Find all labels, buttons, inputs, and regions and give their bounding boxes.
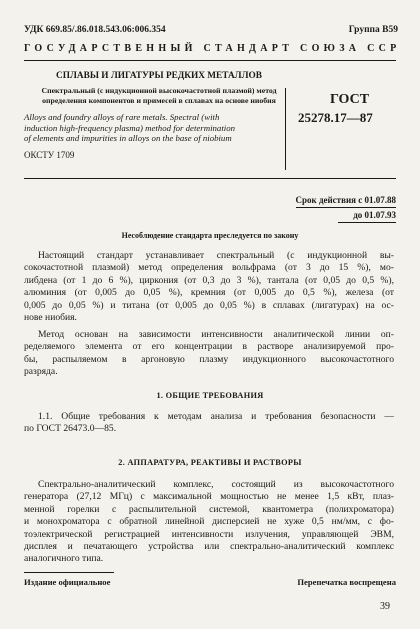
text-line: нове ниобия. xyxy=(24,312,77,324)
text-line: разряда. xyxy=(24,366,58,378)
text-line: генератора (27,12 МГц) с максимальной мощностью не менее 1,5 кВт, плаз- xyxy=(24,491,394,503)
udk-code: УДК 669.85/.86.018.543.06:006.354 xyxy=(24,25,166,35)
title-rule xyxy=(24,178,396,179)
text-line: менной горелки с распылительной системой, квантометра (полихроматора) xyxy=(24,503,394,515)
text-line: дисплея и печатающего устройства или спектрально-аналитический комплекс xyxy=(24,541,394,553)
text-line: тоэлектрической регистрацией интенсивности излучения, управляющей ЭВМ, xyxy=(24,528,394,540)
text-line: Спектрально-аналитический комплекс, состоящий из высокочастотного xyxy=(38,479,394,490)
validity-start: Срок действия с 01.07.88 xyxy=(296,193,397,208)
english-title-line: Alloys and foundry alloys of rare metals. Spectral (with xyxy=(24,112,220,122)
intro-paragraph xyxy=(24,250,394,324)
text-line: по ГОСТ 26473.0—85. xyxy=(24,423,117,435)
section-2-title: 2. АППАРАТУРА, РЕАКТИВЫ И РАСТВОРЫ xyxy=(118,458,302,467)
group-code: Группа В59 xyxy=(348,25,398,35)
english-title xyxy=(24,112,294,144)
english-title-line: induction high-frequency plasma) method for determination xyxy=(24,122,236,133)
text-line: аналогичного типа. xyxy=(24,553,104,565)
section-1-title: 1. ОБЩИЕ ТРЕБОВАНИЯ xyxy=(156,391,264,400)
official-edition: Издание официальное xyxy=(24,577,111,587)
gov-standard-heading: ГОСУДАРСТВЕННЫЙ СТАНДАРТ СОЮЗА ССР xyxy=(24,43,401,54)
text-line: 1.1. Общие требования к методам анализа и требования безопасности — xyxy=(38,411,394,422)
page-number: 39 xyxy=(380,601,390,612)
gost-label: ГОСТ xyxy=(330,92,370,107)
english-title-line: of elements and impurities in alloys on the base of niobium xyxy=(24,133,232,143)
text-line: Настоящий стандарт устанавливает спектральный (с индукционной вы- xyxy=(38,250,394,261)
text-line: сокочастотной плазмой) метод определения вольфрама (от 3 до 15 %), мо- xyxy=(24,262,394,274)
validity-period xyxy=(296,193,397,223)
section-1-text xyxy=(24,411,394,436)
footer-rule xyxy=(24,572,114,573)
text-line: алюминия (от 0,005 до 0,05 %), кремния (от 0,005 до 0,5 %), железа (от xyxy=(24,287,394,299)
header-rule xyxy=(24,60,396,61)
text-line: бы, распыляемом в аргоновую плазму индукционного высокочастотного xyxy=(24,353,394,365)
method-paragraph xyxy=(24,329,394,379)
validity-end: до 01.07.93 xyxy=(338,208,396,223)
reprint-prohibited: Перепечатка воспрещена xyxy=(297,577,396,587)
text-line: Метод основан на зависимости интенсивности аналитической линии оп- xyxy=(38,329,394,340)
document-subtitle: Спектральный (с индукционной высокочастотной плазмой) метод определения компонентов и примесей в сплавах на основе ниобия xyxy=(41,86,277,105)
text-line: и монохроматора с обратной линейной дисперсией не хуже 0,5 нм/мм, с фо- xyxy=(24,516,394,528)
okstu-code: ОКСТУ 1709 xyxy=(24,149,75,160)
document-title: СПЛАВЫ И ЛИГАТУРЫ РЕДКИХ МЕТАЛЛОВ xyxy=(56,71,262,81)
text-line: ределяемого элемента от его концентрации в растворе анализируемой про- xyxy=(24,341,394,353)
text-line: 0,005 до 0,05 %) и титана (от 0,005 до 0,05 %) в сплавах (лигатурах) на ос- xyxy=(24,299,394,311)
title-block xyxy=(24,70,294,160)
gost-number: 25278.17—87 xyxy=(298,110,373,125)
section-2-text xyxy=(24,479,394,566)
title-divider xyxy=(285,88,286,170)
text-line: либдена (от 1 до 6 %), циркония (от 0,3 до 3 %), тантала (от 0,05 до 0,5 %), xyxy=(24,274,394,286)
legal-notice: Несоблюдение стандарта преследуется по закону xyxy=(121,231,299,240)
